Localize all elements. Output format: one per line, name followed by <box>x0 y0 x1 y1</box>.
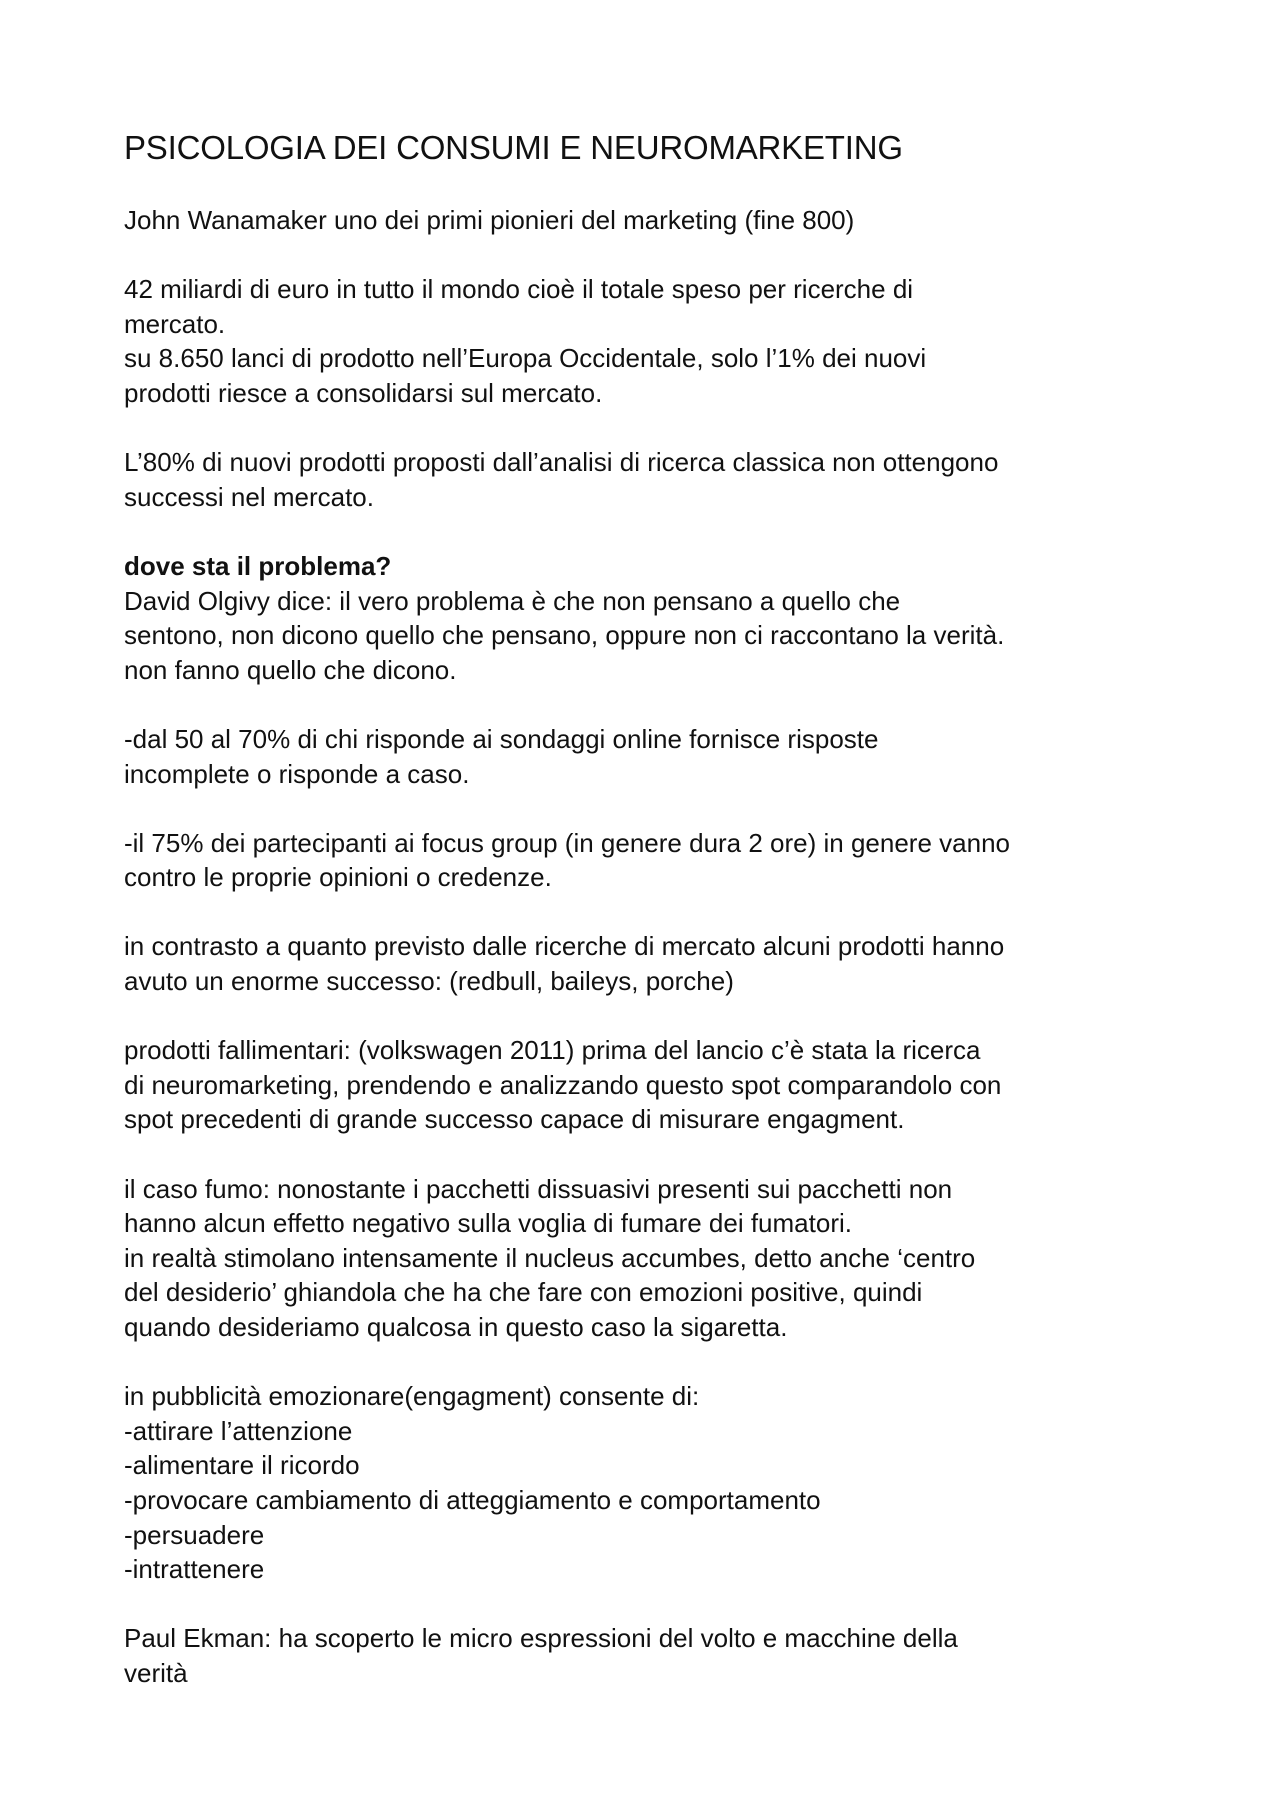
text-line: -persuadere <box>124 1519 265 1550</box>
text-line: -provocare cambiamento di atteggiamento e comportamento <box>124 1484 821 1515</box>
text-line: spot precedenti di grande successo capace di misurare engagment. <box>124 1104 905 1135</box>
text-line: sentono, non dicono quello che pensano, oppure non ci raccontano la verità. <box>124 620 1005 651</box>
text-line: L’80% di nuovi prodotti proposti dall’analisi di ricerca classica non ottengono <box>124 447 999 478</box>
text-line: in contrasto a quanto previsto dalle ricerche di mercato alcuni prodotti hanno <box>124 931 1005 962</box>
text-line: in realtà stimolano intensamente il nucleus accumbes, detto anche ‘centro <box>124 1242 976 1273</box>
text-line: hanno alcun effetto negativo sulla voglia di fumare dei fumatori. <box>124 1208 852 1239</box>
text-line: -intrattenere <box>124 1554 265 1585</box>
paragraph <box>124 1172 1204 1345</box>
paragraph <box>124 445 1204 514</box>
paragraph <box>124 1621 1204 1690</box>
document-page <box>124 128 1204 1725</box>
text-line: -dal 50 al 70% di chi risponde ai sondaggi online fornisce risposte <box>124 723 879 754</box>
paragraph <box>124 1379 1204 1587</box>
paragraph <box>124 929 1204 998</box>
text-line: prodotti riesce a consolidarsi sul mercato. <box>124 377 603 408</box>
text-line: su 8.650 lanci di prodotto nell’Europa Occidentale, solo l’1% dei nuovi <box>124 343 927 374</box>
paragraph <box>124 826 1204 895</box>
text-line: non fanno quello che dicono. <box>124 654 457 685</box>
section-heading: dove sta il problema? <box>124 550 392 581</box>
text-line: di neuromarketing, prendendo e analizzando questo spot comparandolo con <box>124 1069 1002 1100</box>
paragraph <box>124 722 1204 791</box>
text-line: avuto un enorme successo: (redbull, baileys, porche) <box>124 966 734 997</box>
text-line: 42 miliardi di euro in tutto il mondo cioè il totale speso per ricerche di <box>124 274 914 305</box>
text-line: contro le proprie opinioni o credenze. <box>124 862 552 893</box>
text-line: David Olgivy dice: il vero problema è che non pensano a quello che <box>124 585 901 616</box>
text-line: John Wanamaker uno dei primi pionieri del marketing (fine 800) <box>124 205 855 235</box>
text-line: -alimentare il ricordo <box>124 1450 360 1481</box>
text-line: Paul Ekman: ha scoperto le micro espressioni del volto e macchine della <box>124 1623 958 1654</box>
document-title: PSICOLOGIA DEI CONSUMI E NEUROMARKETING <box>124 129 903 166</box>
paragraph <box>124 549 1204 687</box>
paragraph <box>124 272 1204 410</box>
text-line: incomplete o risponde a caso. <box>124 758 470 789</box>
text-line: in pubblicità emozionare(engagment) consente di: <box>124 1381 700 1412</box>
text-line: -il 75% dei partecipanti ai focus group (in genere dura 2 ore) in genere vanno <box>124 827 1010 858</box>
text-line: -attirare l’attenzione <box>124 1415 353 1446</box>
text-line: il caso fumo: nonostante i pacchetti dissuasivi presenti sui pacchetti non <box>124 1173 953 1204</box>
paragraph <box>124 1033 1204 1137</box>
paragraph <box>124 203 1204 238</box>
text-line: verità <box>124 1657 188 1688</box>
text-line: del desiderio’ ghiandola che ha che fare con emozioni positive, quindi <box>124 1277 923 1308</box>
document-body <box>124 203 1204 1691</box>
text-line: mercato. <box>124 308 226 339</box>
text-line: successi nel mercato. <box>124 481 374 512</box>
text-line: quando desideriamo qualcosa in questo caso la sigaretta. <box>124 1312 788 1342</box>
text-line: prodotti fallimentari: (volkswagen 2011) prima del lancio c’è stata la ricerca <box>124 1035 981 1066</box>
